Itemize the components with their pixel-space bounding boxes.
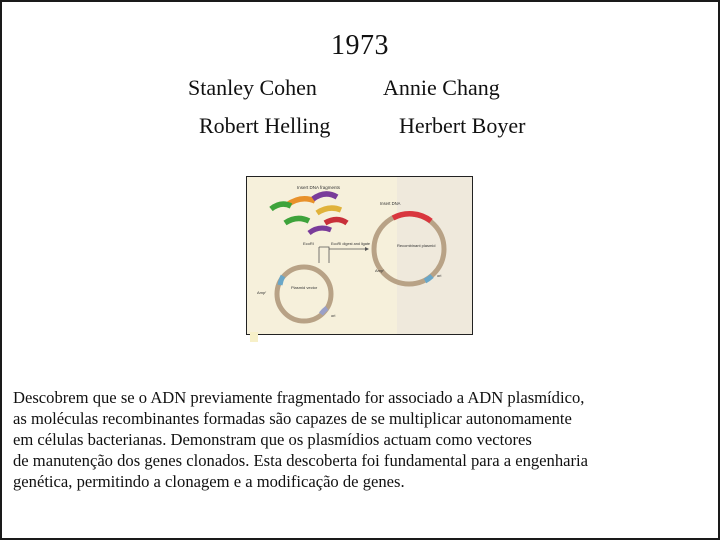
- dna-fragment: [317, 208, 341, 213]
- decorative-strip: [250, 332, 258, 342]
- ori-label: ori: [331, 313, 336, 318]
- arrowhead-icon: [365, 247, 369, 251]
- fragments-label: Insert DNA fragments: [297, 185, 341, 190]
- year-title: 1973: [331, 30, 389, 61]
- description-line: Descobrem que se o ADN previamente fragmentado for associado a ADN plasmídico,: [13, 388, 585, 407]
- ampr-label-2: Ampʳ: [375, 268, 385, 273]
- dna-fragment: [271, 204, 291, 209]
- right-panel: [397, 177, 472, 334]
- ampr-label: Ampʳ: [257, 290, 267, 295]
- ori-label-2: ori: [437, 273, 442, 278]
- recombinant-label: Recombinant plasmid: [397, 243, 436, 248]
- author-name: Herbert Boyer: [399, 113, 526, 138]
- digest-label: EcoRI digest and ligate: [331, 242, 371, 246]
- author-name: Annie Chang: [383, 75, 500, 100]
- digest-bracket: [319, 247, 329, 263]
- diagram-svg: [247, 177, 472, 334]
- description-paragraph: [13, 387, 713, 492]
- author-name: Robert Helling: [199, 113, 331, 138]
- dna-fragment: [313, 194, 337, 199]
- ecori-label: EcoRI: [303, 241, 314, 246]
- description-line: genética, permitindo a clonagem e a modificação de genes.: [13, 472, 405, 491]
- dna-fragment: [309, 228, 331, 233]
- dna-fragment: [325, 220, 347, 224]
- recombinant-dna-diagram: [246, 176, 473, 335]
- description-line: de manutenção dos genes clonados. Esta descoberta foi fundamental para a engenharia: [13, 451, 589, 470]
- description-line: em células bacterianas. Demonstram que os plasmídios actuam como vectores: [13, 430, 532, 449]
- description-line: as moléculas recombinantes formadas são capazes de se multiplicar autonomamente: [13, 409, 572, 428]
- insert-label: Insert DNA: [380, 201, 401, 206]
- dna-fragment: [285, 218, 309, 223]
- vector-label: Plasmid vector: [291, 285, 318, 290]
- author-name: Stanley Cohen: [188, 75, 317, 100]
- vector-marker: [280, 276, 283, 285]
